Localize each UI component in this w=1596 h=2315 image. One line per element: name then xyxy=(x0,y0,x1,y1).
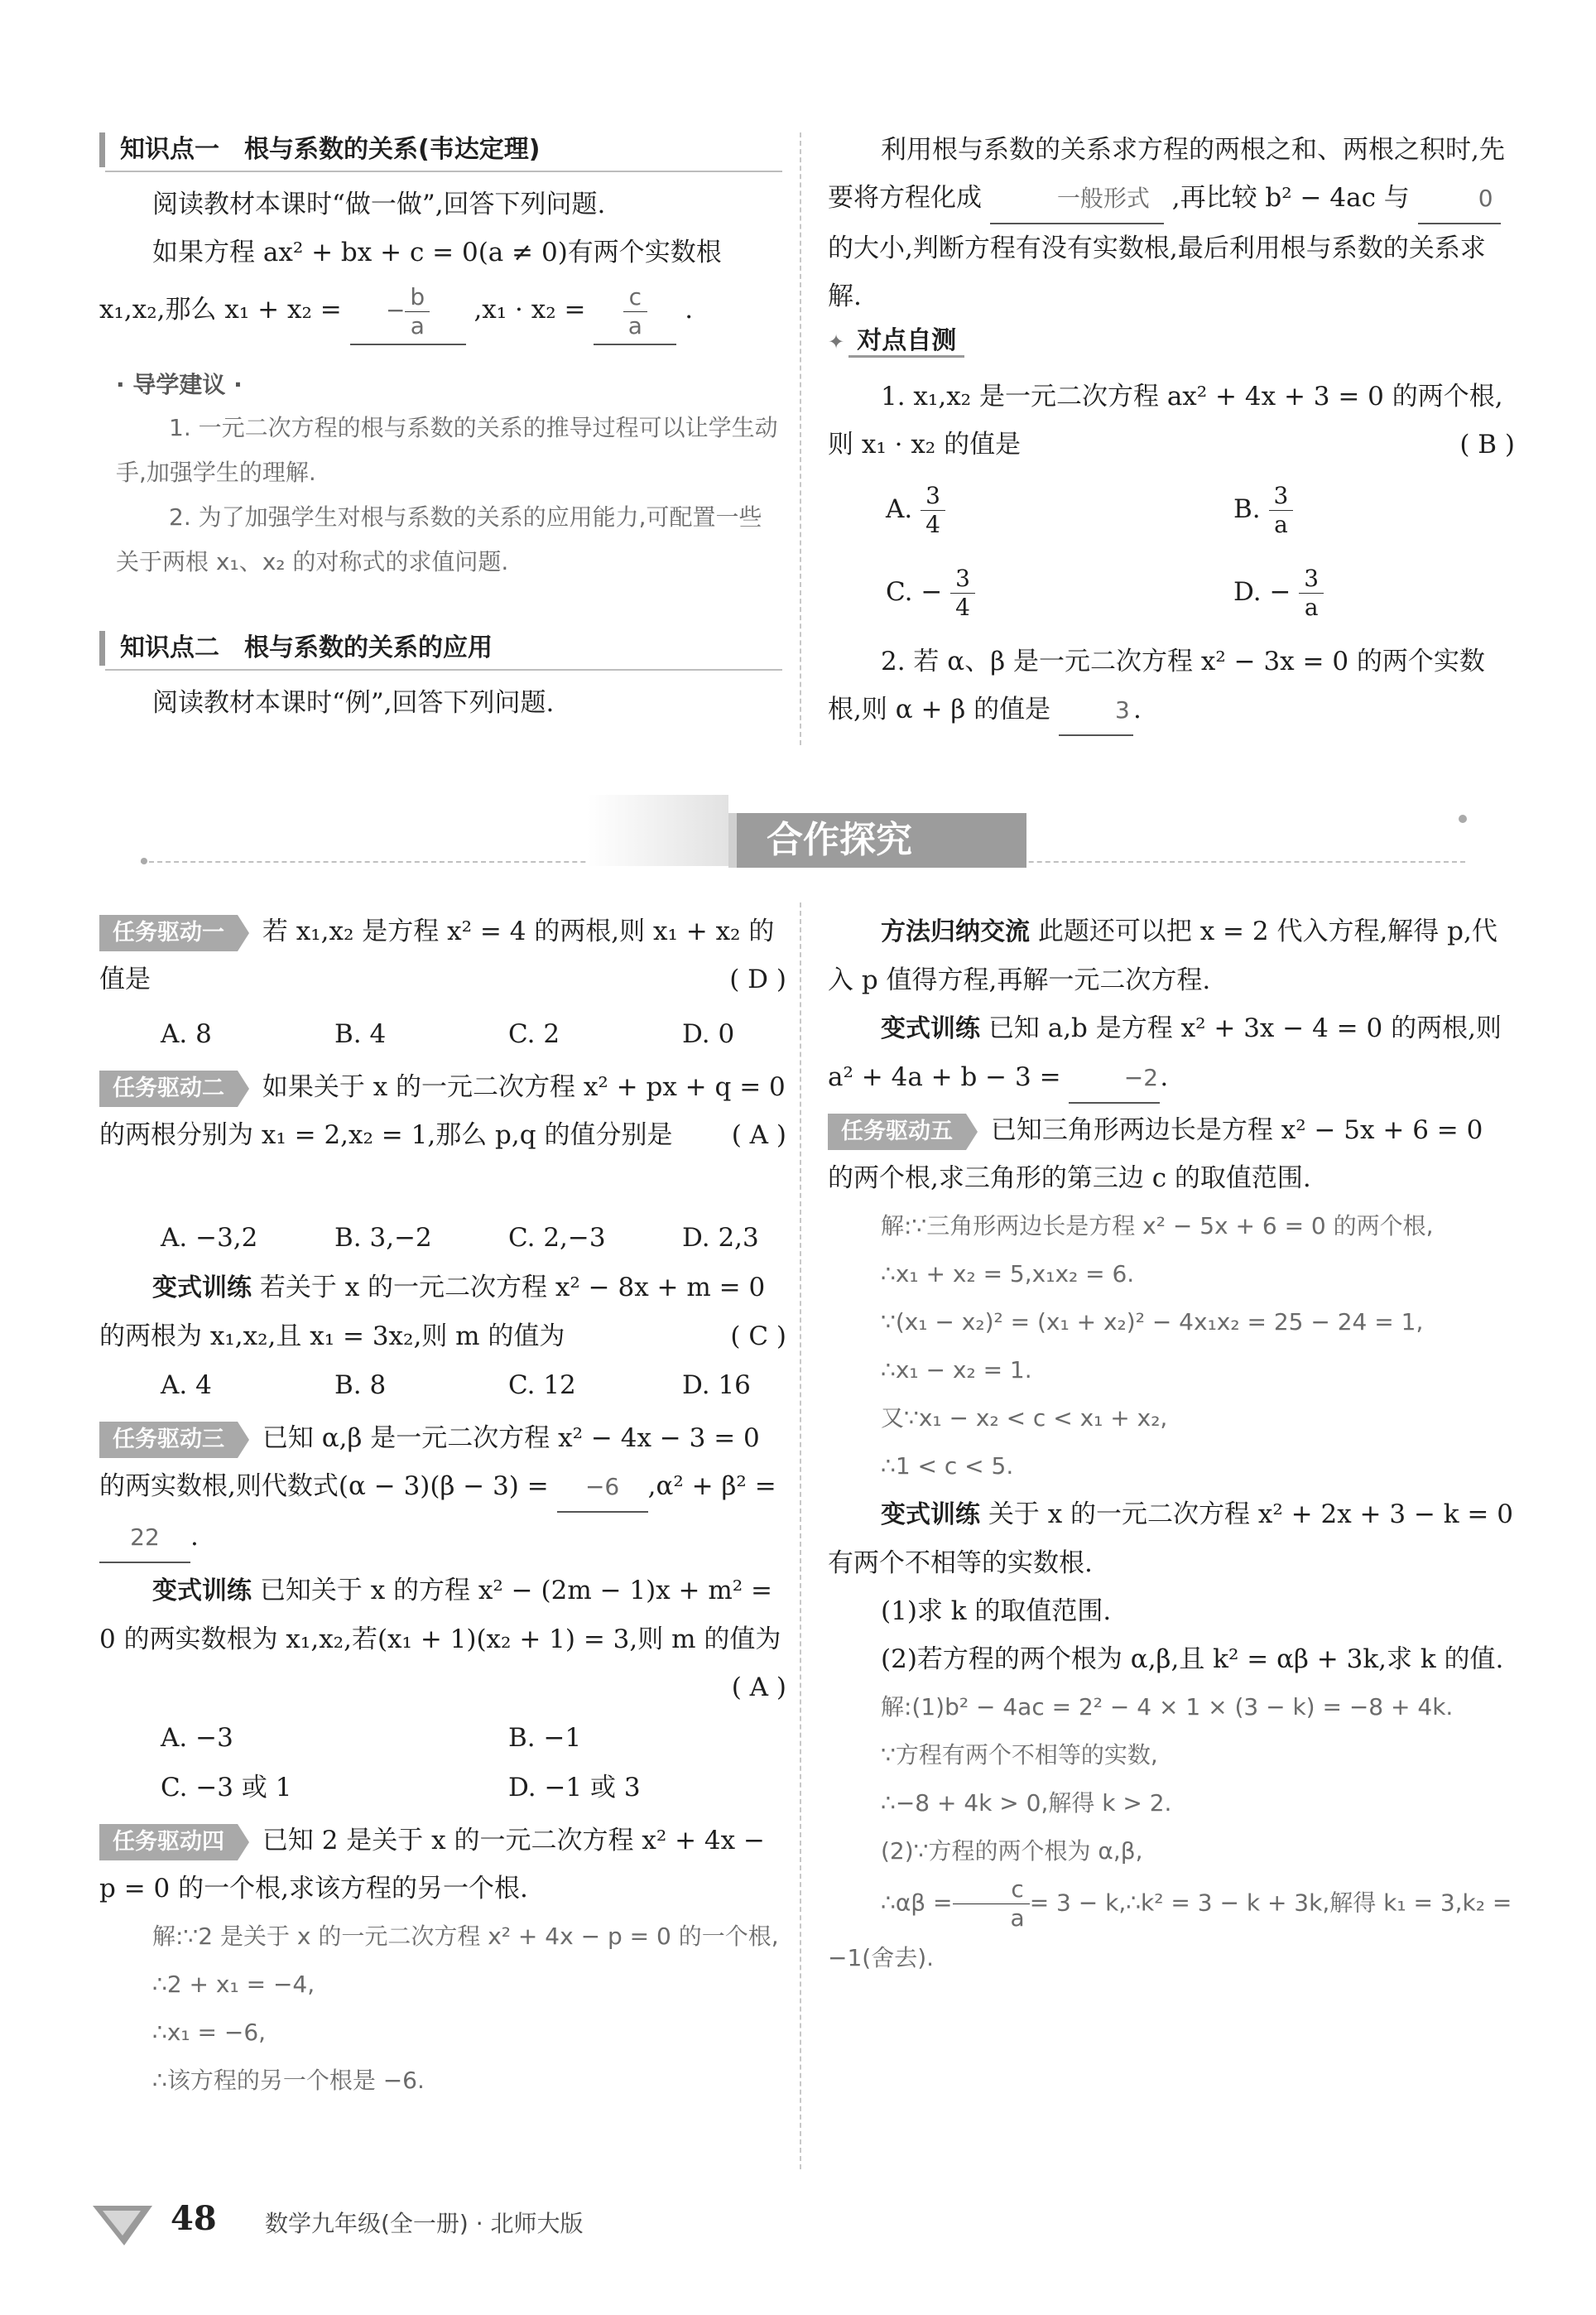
section-banner-right-dot xyxy=(1459,815,1467,823)
task1-opt-a: A. 8 xyxy=(161,1019,212,1049)
task1-opt-b: B. 4 xyxy=(334,1019,387,1049)
answer-blank-zero: 0 xyxy=(1418,175,1501,224)
answer-blank-q2: 3 xyxy=(1059,686,1133,736)
guide-s1: 1. 一元二次方程的根与系数的关系的推导过程可以让学生动手,加强学生的理解. xyxy=(116,414,778,486)
task2-opt-b: B. 3,−2 xyxy=(334,1223,432,1253)
task3-variant-label: 变式训练 xyxy=(152,1576,252,1605)
footer xyxy=(91,2194,753,2252)
footer-arrow-icon xyxy=(91,2197,157,2247)
q1-option-d: D. − $\frac{3}{a}$ xyxy=(1233,565,1324,622)
answer-blank-sum: − $\frac{b}{a}$ xyxy=(350,277,466,345)
column-divider-bottom xyxy=(800,902,801,2169)
answer-blank-task3-2: 22 xyxy=(99,1514,190,1563)
kp1-title: 知识点一 根与系数的关系(韦达定理) xyxy=(120,135,541,164)
self-test-q2: 2. 若 α、β 是一元二次方程 x² − 3x = 0 的两个实数根,则 α + β 的值是 3 . xyxy=(828,638,1515,736)
task5-sol2-5: ∴αβ = $\frac{c}{a}$ = 3 − k,∴k² = 3 − k + 3k,解得 k₁ = 3,k₂ = −1(舍去). xyxy=(828,1875,1512,1971)
task4-sol-1: 解:∵2 是关于 x 的一元二次方程 x² + 4x − p = 0 的一个根, xyxy=(152,1923,779,1950)
method-label: 方法归纳交流 xyxy=(881,917,1030,946)
task3: 任务驱动三 已知 α,β 是一元二次方程 x² − 4x − 3 = 0 的两实数根,则代数式(α − 3)(β − 3) = −6 ,α² + β² = 22 . xyxy=(99,1414,786,1563)
kp2-title: 知识点二 根与系数的关系的应用 xyxy=(120,633,493,662)
self-test-heading xyxy=(828,320,964,356)
method-variant-label: 变式训练 xyxy=(881,1014,980,1043)
task5-sol-2: ∴x₁ + x₂ = 5,x₁x₂ = 6. xyxy=(881,1260,1135,1287)
task2-variant-answer: ( C ) xyxy=(730,1321,786,1351)
task4-tag: 任务驱动四 xyxy=(99,1824,238,1860)
section-banner-decor xyxy=(588,795,728,866)
self-test-q1: 1. x₁,x₂ 是一元二次方程 ax² + 4x + 3 = 0 的两个根,则 x₁ · x₂ 的值是 ( B ) xyxy=(828,373,1515,469)
task2-tag: 任务驱动二 xyxy=(99,1071,238,1107)
task4-sol-3: ∴x₁ = −6, xyxy=(152,2019,267,2046)
task5-sol2-2: ∵方程有两个不相等的实数, xyxy=(881,1741,1158,1769)
task5-sol2-4: (2)∵方程的两个根为 α,β, xyxy=(881,1837,1143,1865)
task2-variant: 变式训练 若关于 x 的一元二次方程 x² − 8x + m = 0 的两根为 x₁,x₂,且 x₁ = 3x₂,则 m 的值为 ( C ) xyxy=(99,1263,786,1360)
task5-variant-label: 变式训练 xyxy=(881,1500,980,1529)
answer-blank-general-form: 一般形式 xyxy=(990,175,1164,224)
task2-opt-a: A. −3,2 xyxy=(161,1223,258,1253)
answer-blank-task3-1: −6 xyxy=(557,1463,648,1513)
method: 方法归纳交流 此题还可以把 x = 2 代入方程,解得 p,代入 p 值得方程,再解一元二次方程. 变式训练 已知 a,b 是方程 x² + 3x − 4 = 0 的两根,则 a² + 4a + b − 3 = −2. xyxy=(828,907,1515,1104)
task2-var-opt-b: B. 8 xyxy=(334,1370,387,1400)
kp2-p1: 阅读教材本课时“例”,回答下列问题. xyxy=(152,688,555,718)
task3-var-opt-c: C. −3 或 1 xyxy=(161,1773,292,1802)
kp1-body xyxy=(99,180,786,345)
task2-variant-label: 变式训练 xyxy=(152,1273,252,1302)
task2-var-opt-a: A. 4 xyxy=(161,1370,212,1400)
answer-blank-method: −2 xyxy=(1069,1054,1160,1104)
guide-title: · 导学建议 · xyxy=(116,371,243,398)
task2-opt-d: D. 2,3 xyxy=(682,1223,759,1253)
task2-answer: ( A ) xyxy=(731,1120,786,1150)
task4-sol-2: ∴2 + x₁ = −4, xyxy=(152,1971,315,1998)
task5-sol2-3: ∴−8 + 4k > 0,解得 k > 2. xyxy=(881,1789,1172,1817)
kp1-p2: 如果方程 ax² + bx + c = 0(a ≠ 0)有两个实数根 xyxy=(152,238,722,267)
guide-s2: 2. 为了加强学生对根与系数的关系的应用能力,可配置一些关于两根 x₁、x₂ 的对称式的求值问题. xyxy=(116,503,762,575)
task5-sol-4: ∴x₁ − x₂ = 1. xyxy=(881,1356,1032,1384)
task1-opt-c: C. 2 xyxy=(508,1019,560,1049)
task3-tag: 任务驱动三 xyxy=(99,1422,238,1458)
section-title: 合作探究 xyxy=(767,819,912,861)
task5-sol-5: 又∵x₁ − x₂ < c < x₁ + x₂, xyxy=(881,1404,1168,1432)
task5-sol-3: ∵(x₁ − x₂)² = (x₁ + x₂)² − 4x₁x₂ = 25 − 24 = 1, xyxy=(881,1308,1424,1336)
task1-answer: ( D ) xyxy=(729,965,786,994)
kp1-heading xyxy=(99,132,782,167)
q1-answer: ( B ) xyxy=(1459,430,1515,460)
answer-blank-product: $\frac{c}{a}$ xyxy=(594,277,676,345)
task1: 任务驱动一 若 x₁,x₂ 是方程 x² = 4 的两根,则 x₁ + x₂ 的值是 ( D ) xyxy=(99,907,786,1003)
section-banner-left-line xyxy=(141,858,147,864)
task3-var-opt-b: B. −1 xyxy=(508,1723,582,1753)
task5: 任务驱动五 已知三角形两边长是方程 x² − 5x + 6 = 0 的两个根,求三角形的第三边 c 的取值范围. 解:∵三角形两边长是方程 x² − 5x + 6 = 0 的两个根, ∴x₁ + x₂ = 5,x₁x₂ = 6. ∵(x₁ − x₂)² = (x₁ + x₂)² − 4x₁x₂ = 25 − 24 = 1, ∴x₁ − x₂ = 1. 又∵x₁ − x₂ < c < x₁ + x₂, ∴1 < c < 5. 变式训练 关于 x 的一元二次方程 x² + 2x + 3 − k = 0 有两个不相等的实数根. (1)求 k 的取值范围. (2)若方程的两个根为 α,β,且 k² = αβ + 3k,求 k 的值. 解:(1)b² − 4ac = 2² − 4 × 1 × (3 − k) = −8 + 4k. ∵方程有两个不相等的实数, ∴−8 + 4k > 0,解得 k > 2. (2)∵方程的两个根为 α,β, ∴αβ = $\frac{c}{a}$ = 3 − k,∴k² = 3 − k + 3k,解得 k₁ = 3,k₂ = −1(舍去). xyxy=(828,1106,1515,1984)
q1-option-c: C. − $\frac{3}{4}$ xyxy=(886,565,975,622)
q1-option-b: B. $\frac{3}{a}$ xyxy=(1233,482,1293,539)
task1-tag: 任务驱动一 xyxy=(99,915,238,951)
task3-variant-answer: ( A ) xyxy=(731,1672,786,1702)
task2-var-opt-d: D. 16 xyxy=(682,1370,751,1400)
q1-option-a: A. $\frac{3}{4}$ xyxy=(886,482,945,539)
task5-sol-1: 解:∵三角形两边长是方程 x² − 5x + 6 = 0 的两个根, xyxy=(881,1212,1434,1239)
task5-tag: 任务驱动五 xyxy=(828,1114,966,1150)
section-banner xyxy=(728,813,1026,868)
task2-var-opt-c: C. 12 xyxy=(508,1370,576,1400)
kp1-p1: 阅读教材本课时“做一做”,回答下列问题. xyxy=(152,190,606,219)
kp2-heading xyxy=(99,631,782,666)
task3-var-opt-a: A. −3 xyxy=(161,1723,233,1753)
task2-opt-c: C. 2,−3 xyxy=(508,1223,606,1253)
task2: 任务驱动二 如果关于 x 的一元二次方程 x² + px + q = 0 的两根分别为 x₁ = 2,x₂ = 1,那么 p,q 的值分别是 ( A ) xyxy=(99,1063,786,1159)
task3-var-opt-d: D. −1 或 3 xyxy=(508,1773,641,1802)
task5-sol2-1: 解:(1)b² − 4ac = 2² − 4 × 1 × (3 − k) = −8 + 4k. xyxy=(881,1693,1454,1721)
task5-q1: (1)求 k 的取值范围. xyxy=(881,1596,1112,1626)
task4: 任务驱动四 已知 2 是关于 x 的一元二次方程 x² + 4x − p = 0 的一个根,求该方程的另一个根. 解:∵2 是关于 x 的一元二次方程 x² + 4x − p = 0 的一个根, ∴2 + x₁ = −4, ∴x₁ = −6, ∴该方程的另一个根是 −6. xyxy=(99,1817,786,2105)
task5-q2: (2)若方程的两个根为 α,β,且 k² = αβ + 3k,求 k 的值. xyxy=(881,1644,1504,1674)
task4-sol-4: ∴该方程的另一个根是 −6. xyxy=(152,2067,425,2094)
self-test-icon: ✦ xyxy=(828,330,845,354)
page-number: 48 xyxy=(171,2199,217,2238)
column-divider-top xyxy=(800,132,801,745)
self-test-title: 对点自测 xyxy=(848,326,964,358)
guide-box xyxy=(116,364,778,585)
task5-sol-6: ∴1 < c < 5. xyxy=(881,1452,1014,1480)
footer-text: 数学九年级(全一册) · 北师大版 xyxy=(265,2210,584,2237)
task1-opt-d: D. 0 xyxy=(682,1019,735,1049)
task3-variant: 变式训练 已知关于 x 的方程 x² − (2m − 1)x + m² = 0 的两实数根为 x₁,x₂,若(x₁ + 1)(x₂ + 1) = 3,则 m 的值为 ( A ) xyxy=(99,1567,786,1711)
kp1-p3: x₁,x₂,那么 x₁ + x₂ = − $\frac{b}{a}$ ,x₁ · x₂ = $\frac{c}{a}$ . xyxy=(99,277,786,345)
right-top-text: 利用根与系数的关系求方程的两根之和、两根之积时,先要将方程化成 一般形式 ,再比较 b² − 4ac 与 0 的大小,判断方程有没有实数根,最后利用根与系数的关系求解. xyxy=(828,135,1505,311)
